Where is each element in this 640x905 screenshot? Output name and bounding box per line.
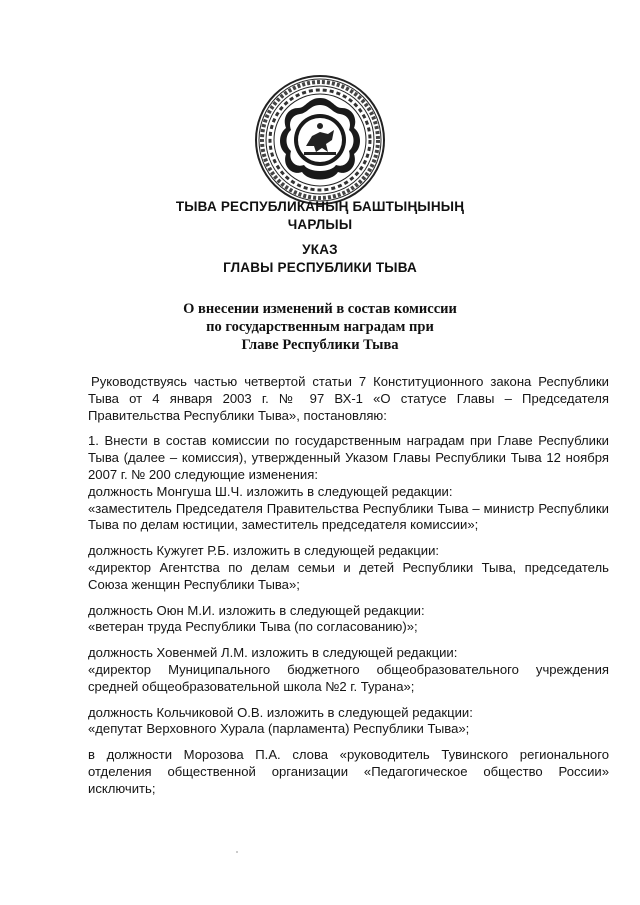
change-4-text: «директор Муниципального бюджетного общеобразовательного учреждения средней общеобразовательной школа №2 г. Турана»; — [88, 661, 609, 694]
intro-paragraph: Руководствуясь частью четвертой статьи 7 Конституционного закона Республики Тыва от 4 января 2003 г. № 97 ВХ-1 «О статусе Главы – Председателя Правительства Республики Тыва», постановляю: — [88, 374, 609, 423]
change-5-text: «депутат Верховного Хурала (парламента) Республики Тыва»; — [88, 721, 470, 737]
scan-speck — [236, 851, 238, 853]
title-line-2: по государственным наградам при — [206, 319, 434, 335]
title-line-3: Главе Республики Тыва — [241, 337, 399, 353]
tuva-coat-of-arms-icon — [254, 74, 386, 206]
decree-label: УКАЗ — [302, 242, 338, 257]
change-3-heading: должность Оюн М.И. изложить в следующей редакции: — [88, 602, 425, 618]
change-2-heading: должность Кужугет Р.Б. изложить в следующей редакции: — [88, 543, 440, 559]
change-1-text: «заместитель Председателя Правительства Республики Тыва – министр Республики Тыва по делам юстиции, заместитель председателя комиссии»; — [88, 500, 609, 533]
change-1-heading: должность Монгуша Ш.Ч. изложить в следующей редакции: — [88, 483, 453, 499]
header-line-2: ЧАРЛЫЫ — [287, 217, 353, 232]
document-body — [88, 374, 609, 798]
change-6-paragraph: в должности Морозова П.А. слова «руководитель Тувинского регионального отделения общественной организации «Педагогическое общество России» исключить; — [88, 747, 609, 796]
decree-issuer: ГЛАВЫ РЕСПУБЛИКИ ТЫВА — [223, 260, 417, 275]
change-3-text: «ветеран труда Республики Тыва (по согласованию)»; — [88, 619, 418, 635]
title-line-1: О внесении изменений в состав комиссии — [183, 301, 457, 317]
change-2-text: «директор Агентства по делам семьи и детей Республики Тыва, председатель Союза женщин Республики Тыва»; — [88, 559, 609, 592]
change-4-heading: должность Ховенмей Л.М. изложить в следующей редакции: — [88, 645, 458, 661]
change-5-heading: должность Кольчиковой О.В. изложить в следующей редакции: — [88, 704, 473, 720]
header-line-1: ТЫВА РЕСПУБЛИКАНЫҢ БАШТЫҢЫНЫҢ — [175, 199, 465, 214]
item-1-paragraph: 1. Внести в состав комиссии по государственным наградам при Главе Республики Тыва (далее – комиссия), утвержденный Указом Главы Республики Тыва 12 ноября 2007 г. № 200 следующие изменения: — [88, 433, 609, 482]
